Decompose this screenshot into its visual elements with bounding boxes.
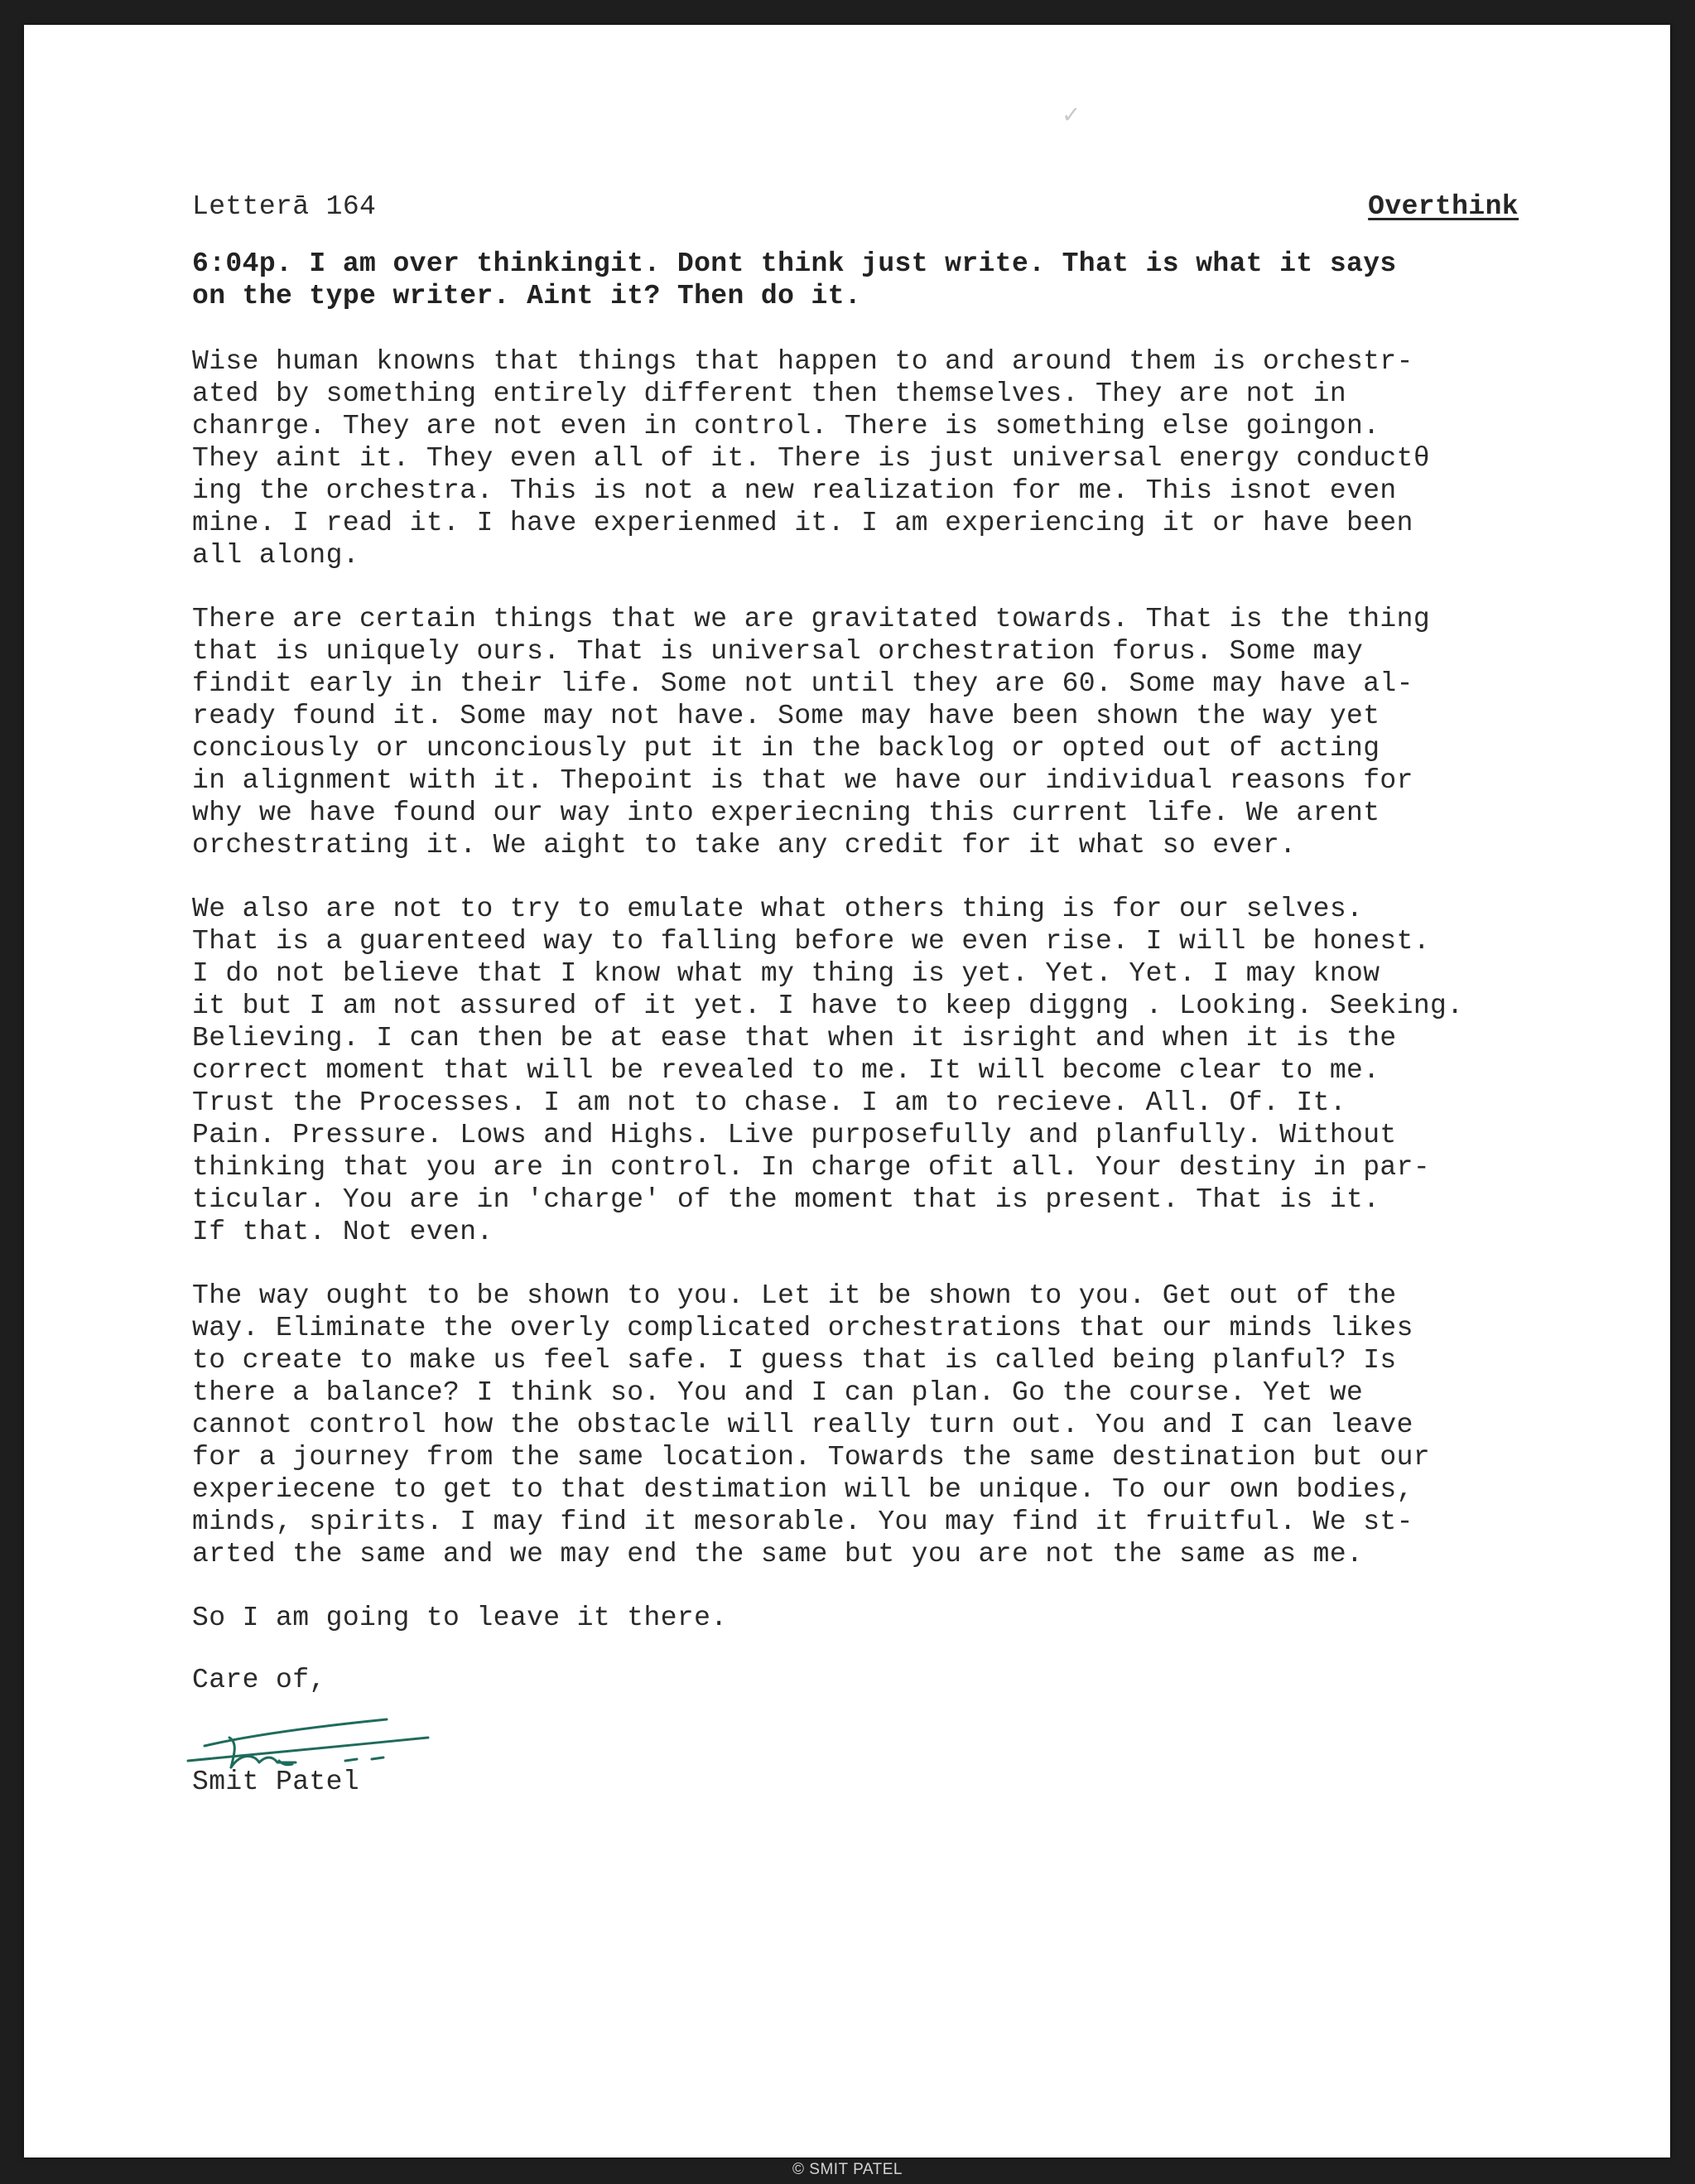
paragraph-4: We also are not to try to emulate what others thing is for our selves. That is a guarenteed way to falling before we even rise. I will be honest. I do not believe that I know what my thing is yet. Yet. Yet. I may know it but I am not assured of it yet. I have to keep diggng . Looking. Seeking. Believing. I can then be at ease that when it isright and when it is the correct moment that will be revealed to me. It will become clear to me. Trust the Processes. I am not to chase. I am to recieve. All. Of. It. Pain. Pressure. Lows and Highs. Live purposefully and planfully. Without thinking that you are in control. In charge ofit all. Your destiny in par- ticular. You are in 'charge' of the moment that is present. That is it. If that. Not even. [192,894,1464,1247]
signer-name: Smit Patel [192,1767,360,1797]
letter-number: Letterā 164 [192,191,377,222]
pencil-check-mark: ✓ [1062,101,1081,128]
closing-line: Care of, [192,1665,326,1695]
handwritten-signature [180,1704,445,1796]
copyright-footer: © SMIT PATEL [792,2161,903,2178]
letter-page [24,25,1670,2157]
letter-body [192,190,1633,1798]
paragraph-6: So I am going to leave it there. [192,1603,728,1633]
signature-block [192,1704,1633,1796]
paragraph-1: 6:04p. I am over thinkingit. Dont think just write. That is what it says on the type writer. Aint it? Then do it. [192,248,1397,311]
paragraph-5: The way ought to be shown to you. Let it be shown to you. Get out of the way. Eliminate the overly complicated orchestrations that our minds likes to create to make us feel safe. I guess that is called being planful? Is there a balance? I think so. You and I can plan. Go the course. Yet we cannot control how the obstacle will really turn out. You and I can leave for a journey from the same location. Towards the same destination but our experiecene to get to that destimation will be unique. To our own bodies, minds, spirits. I may find it mesorable. You may find it fruitful. We st- arted the same and we may end the same but you are not the same as me. [192,1280,1431,1569]
letter-header [192,190,1519,223]
paragraph-2: Wise human knowns that things that happen to and around them is orchestr- ated by something entirely different then themselves. They are not in chanrge. They are not even in control. There is something else goingon. They aint it. They even all of it. There is just universal energy conductθ ing the orchestra. This is not a new realization for me. This isnot even mine. I read it. I have experienmed it. I am experiencing it or have been all along. [192,346,1431,571]
letter-title: Overthink [1368,191,1519,222]
paragraph-3: There are certain things that we are gravitated towards. That is the thing that is uniquely ours. That is universal orchestration forus. Some may findit early in their life. Some not until they are 60. Some may have al- ready found it. Some may not have. Some may have been shown the way yet conciously or unconciously put it in the backlog or opted out of acting in alignment with it. Thepoint is that we have our individual reasons for why we have found our way into experiecning this current life. We arent orchestrating it. We aight to take any credit for it what so ever. [192,604,1431,861]
